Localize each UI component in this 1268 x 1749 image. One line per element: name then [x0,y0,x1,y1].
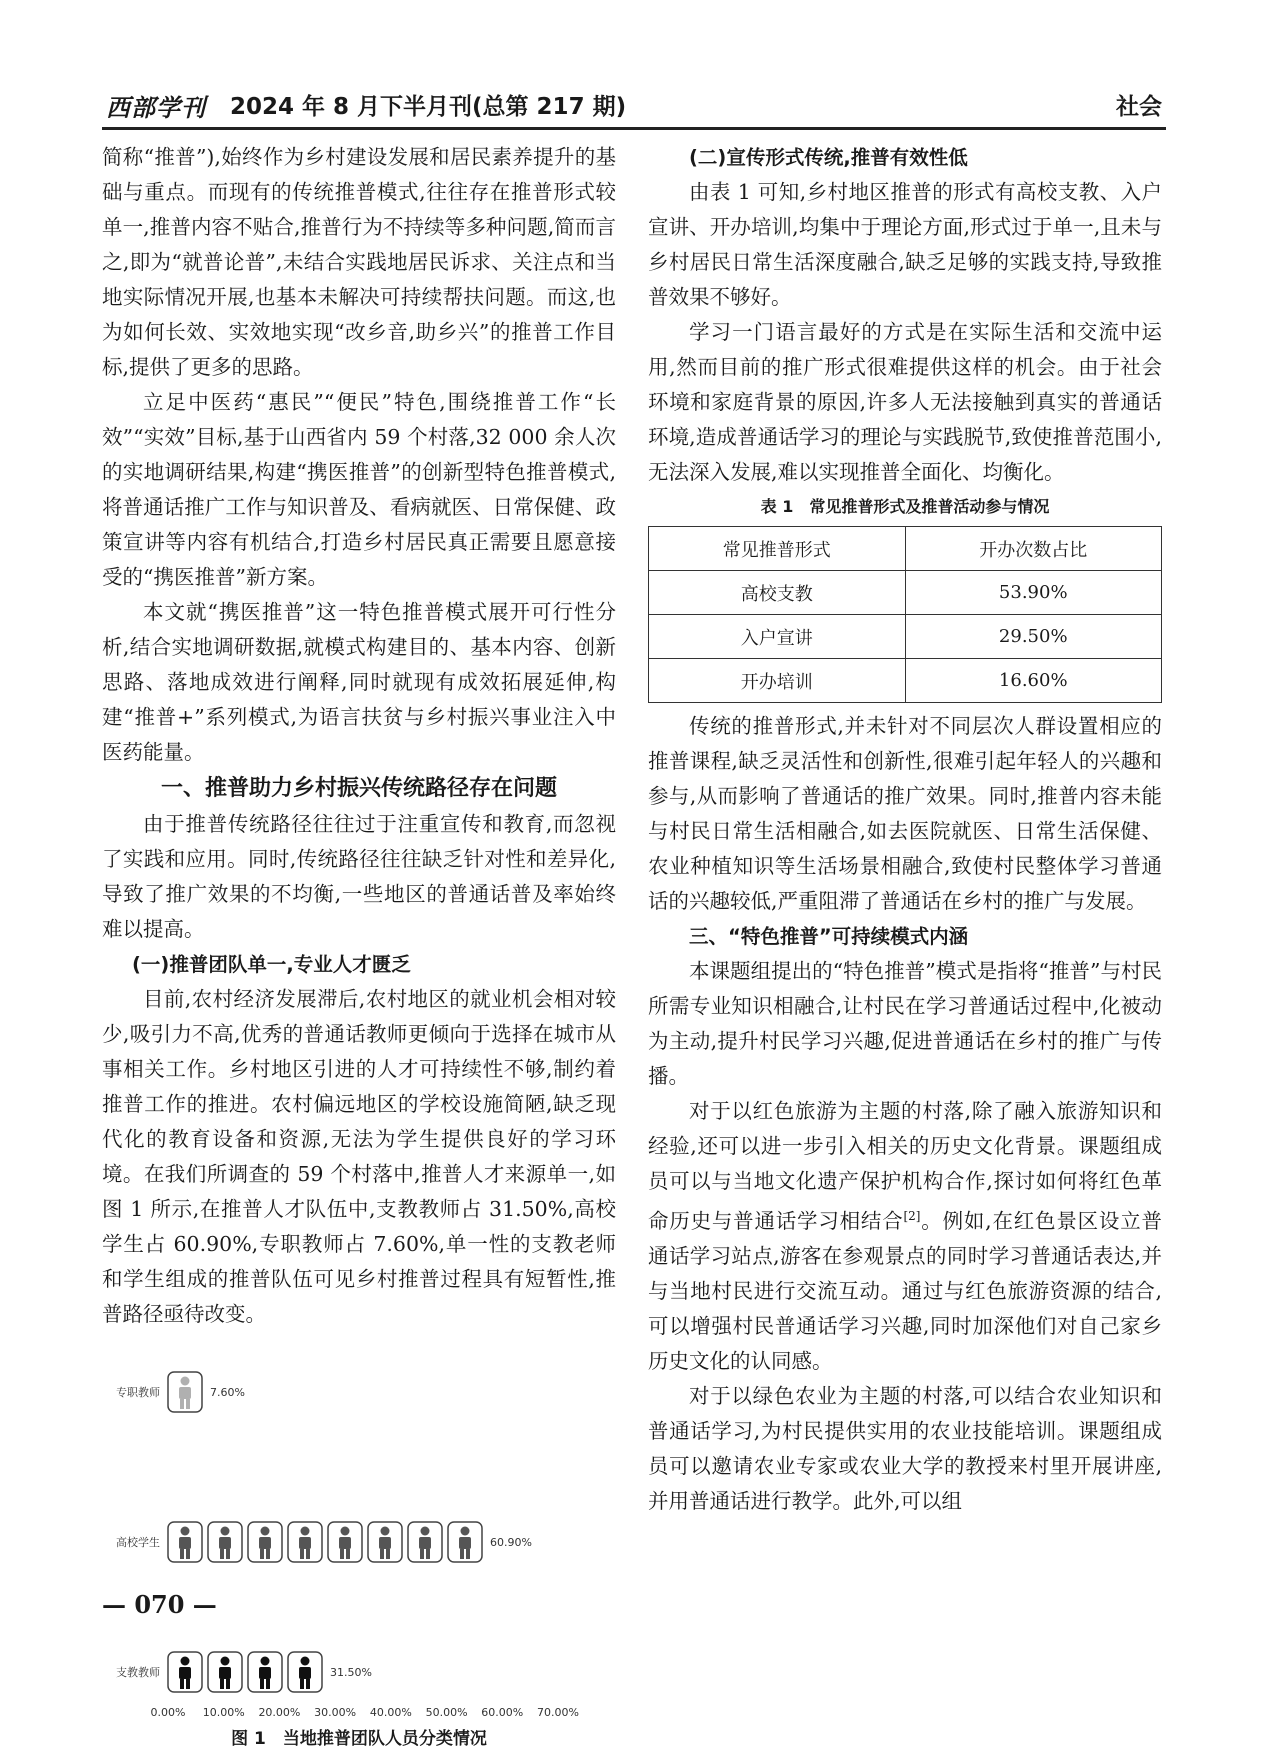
x-tick-label: 40.00% [369,1706,412,1719]
x-tick-label: 20.00% [258,1706,301,1719]
person-icon [180,1549,184,1559]
person-icon [181,1377,190,1386]
person-icon [299,1667,311,1679]
left-column [102,140,616,1749]
person-icon [459,1537,471,1549]
paragraph: 简称“推普”),始终作为乡村建设发展和居民素养提升的基础与重点。而现有的传统推普模式,往往存在推普形式较单一,推普内容不贴合,推普行为不持续等多种问题,简而言之,即为“就普论普”,未结合实践地居民诉求、关注点和当地实际情况开展,也基本未解决可持续帮扶问题。而这,也为如何长效、实效地实现“改乡音,助乡兴”的推普工作目标,提供了更多的思路。 [102,145,616,379]
data-label: 60.90% [490,1536,532,1549]
data-label: 7.60% [210,1386,245,1399]
issue-info: 2024 年 8 月下半月刊(总第 217 期) [230,94,627,120]
person-icon [419,1537,431,1549]
journal-brand: 西部学刊 [106,93,206,122]
person-icon [259,1667,271,1679]
figure-1-chart [102,1342,616,1722]
right-column [648,140,1162,1519]
figure-caption: 图 1 当地推普团队人员分类情况 [231,1729,487,1749]
person-icon [180,1399,184,1409]
table-caption: 表 1 常见推普形式及推普活动参与情况 [760,497,1050,516]
person-icon [261,1657,270,1666]
chart-svg [102,1342,616,1722]
paragraph: 本课题组提出的“特色推普”模式是指将“推普”与村民所需专业知识相融合,让村民在学习普通话过程中,化被动为主动,提升村民学习兴趣,促进普通话在乡村的推广与传播。 [648,959,1162,1088]
person-icon [420,1549,424,1559]
section-tag: 社会 [1116,94,1162,120]
person-icon [221,1657,230,1666]
person-icon [386,1549,390,1559]
person-icon [300,1549,304,1559]
person-icon [466,1549,470,1559]
person-icon [339,1537,351,1549]
paragraph: 立足中医药“惠民”“便民”特色,围绕推普工作“长效”“实效”目标,基于山西省内 59 个村落,32 000 余人次的实地调研结果,构建“携医推普”的创新型特色推普模式,将普通话推广工作与知识普及、看病就医、日常保健、政策宣讲等内容有机结合,打造乡村居民真正需要且愿意接受的“携医推普”新方案。 [102,390,616,589]
person-icon [180,1679,184,1689]
person-icon [186,1549,190,1559]
section-heading: 三、“特色推普”可持续模式内涵 [689,925,969,948]
subsection-heading: (二)宣传形式传统,推普有效性低 [689,146,968,169]
data-table [648,526,1162,703]
person-icon [181,1657,190,1666]
person-icon [299,1537,311,1549]
person-icon [306,1549,310,1559]
person-icon [179,1537,191,1549]
person-icon [301,1657,310,1666]
person-icon [259,1537,271,1549]
table-cell: 开办培训 [649,659,906,703]
person-icon [300,1679,304,1689]
person-icon [221,1527,230,1536]
person-icon [220,1549,224,1559]
x-tick-label: 50.00% [425,1706,468,1719]
paragraph: 目前,农村经济发展滞后,农村地区的就业机会相对较少,吸引力不高,优秀的普通话教师更倾向于选择在城市从事相关工作。乡村地区引进的人才可持续性不够,制约着推普工作的推进。农村偏远地区的学校设施简陋,缺乏现代化的教育设备和资源,无法为学生提供良好的学习环境。在我们所调查的 59 个村落中,推普人才来源单一,如图 1 所示,在推普人才队伍中,支教教师占 31.50%,高校学生占 60.90%,专职教师占 7.60%,单一性的支教老师和学生组成的推普队伍可见乡村推普过程具有短暂性,推普路径亟待改变。 [102,987,616,1326]
person-icon [226,1679,230,1689]
person-icon [426,1549,430,1559]
person-icon [181,1527,190,1536]
person-icon [346,1549,350,1559]
person-icon [226,1549,230,1559]
person-icon [340,1549,344,1559]
person-icon [220,1679,224,1689]
table-row [649,571,1162,615]
paragraph: 本文就“携医推普”这一特色推普模式展开可行性分析,结合实地调研数据,就模式构建目的、基本内容、创新思路、落地成效进行阐释,同时就现有成效拓展延伸,构建“推普+”系列模式,为语言扶贫与乡村振兴事业注入中医药能量。 [102,600,616,764]
person-icon [381,1527,390,1536]
table-cell: 高校支教 [649,571,906,615]
paragraph: 由表 1 可知,乡村地区推普的形式有高校支教、入户宣讲、开办培训,均集中于理论方面,形式过于单一,且未与乡村居民日常生活深度融合,缺乏足够的实践支持,导致推普效果不够好。 [648,180,1162,309]
person-icon [179,1667,191,1679]
x-tick-label: 10.00% [202,1706,245,1719]
category-label: 支教教师 [116,1666,160,1679]
x-tick-label: 70.00% [537,1706,579,1719]
category-label: 高校学生 [116,1536,160,1549]
person-icon [460,1549,464,1559]
person-icon [186,1399,190,1409]
paragraph-text: 对于以红色旅游为主题的村落,除了融入旅游知识和经验,还可以进一步引入相关的历史文化背景。课题组成员可以与当地文化遗产保护机构合作,探讨如何将红色革命历史与普通话学习相结合 [648,1099,1162,1233]
data-label: 31.50% [330,1666,372,1679]
person-icon [266,1549,270,1559]
page-number: — 070 — [102,1590,217,1619]
person-icon [260,1679,264,1689]
person-icon [379,1537,391,1549]
table-header-cell: 常见推普形式 [649,527,906,571]
person-icon [461,1527,470,1536]
table-header-cell: 开办次数占比 [905,527,1162,571]
table-row [649,659,1162,703]
paragraph: 对于以绿色农业为主题的村落,可以结合农业知识和普通话学习,为村民提供实用的农业技能培训。课题组成员可以邀请农业专家或农业大学的教授来村里开展讲座,并用普通话进行教学。此外,可以组 [648,1383,1162,1513]
person-icon [266,1679,270,1689]
person-icon [186,1679,190,1689]
section-heading: 一、推普助力乡村振兴传统路径存在问题 [160,776,557,801]
table-cell: 53.90% [905,571,1162,615]
person-icon [261,1527,270,1536]
person-icon [219,1667,231,1679]
x-tick-label: 60.00% [481,1706,524,1719]
table-cell: 29.50% [905,615,1162,659]
table-cell: 16.60% [905,659,1162,703]
person-icon [260,1549,264,1559]
paragraph [648,1094,1162,1379]
table-header-row [649,527,1162,571]
person-icon [301,1527,310,1536]
person-icon [219,1537,231,1549]
person-icon [341,1527,350,1536]
subsection-heading: (一)推普团队单一,专业人才匮乏 [132,953,411,976]
category-label: 专职教师 [116,1386,160,1399]
person-icon [421,1527,430,1536]
paragraph: 学习一门语言最好的方式是在实际生活和交流中运用,然而目前的推广形式很难提供这样的机会。由于社会环境和家庭背景的原因,许多人无法接触到真实的普通话环境,造成普通话学习的理论与实践脱节,致使推普范围小,无法深入发展,难以实现推普全面化、均衡化。 [648,320,1162,484]
citation-ref: [2] [903,1209,921,1223]
paragraph-text: 。例如,在红色景区设立普通话学习站点,游客在参观景点的同时学习普通话表达,并与当地村民进行交流互动。通过与红色旅游资源的结合,可以增强村民普通话学习兴趣,同时加深他们对自己家乡历史文化的认同感。 [648,1208,1162,1373]
page-header [102,86,1166,126]
x-tick-label: 0.00% [150,1706,186,1719]
paragraph: 传统的推普形式,并未针对不同层次人群设置相应的推普课程,缺乏灵活性和创新性,很难引起年轻人的兴趣和参与,从而影响了普通话的推广效果。同时,推普内容未能与村民日常生活相融合,如去医院就医、日常生活保健、农业种植知识等生活场景相融合,致使村民整体学习普通话的兴趣较低,严重阻滞了普通话在乡村的推广与发展。 [648,714,1162,913]
x-tick-label: 30.00% [314,1706,357,1719]
person-icon [306,1679,310,1689]
table-row [649,615,1162,659]
paragraph: 由于推普传统路径往往过于注重宣传和教育,而忽视了实践和应用。同时,传统路径往往缺乏针对性和差异化,导致了推广效果的不均衡,一些地区的普通话普及率始终难以提高。 [102,812,616,941]
table-cell: 入户宣讲 [649,615,906,659]
person-icon [179,1387,191,1399]
header-rule [102,127,1166,130]
person-icon [380,1549,384,1559]
